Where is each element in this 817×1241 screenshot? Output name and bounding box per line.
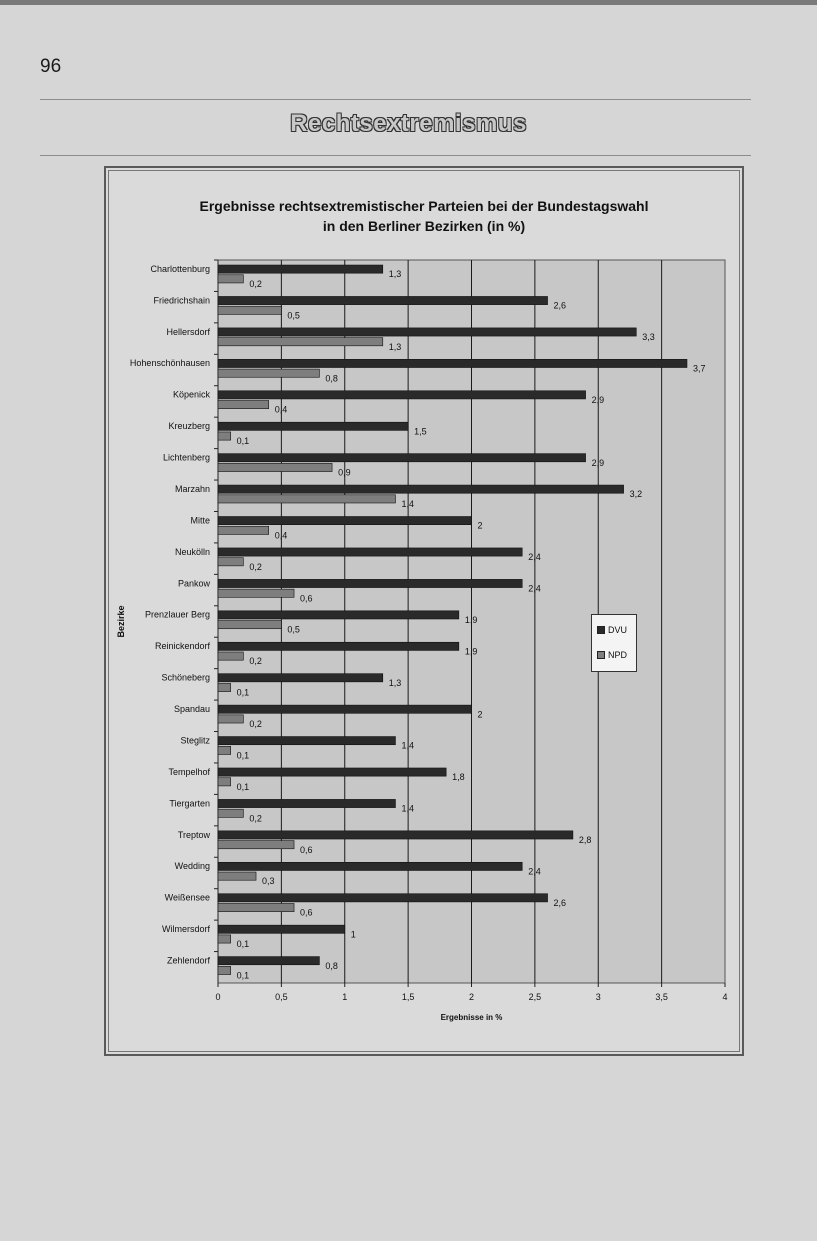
data-label-dvu: 1,9 xyxy=(464,646,478,657)
bar-npd xyxy=(218,558,243,566)
category-label: Spandau xyxy=(173,704,210,715)
data-label-dvu: 2,6 xyxy=(553,300,567,311)
data-label-npd: 1,3 xyxy=(388,341,402,352)
category-label: Tempelhof xyxy=(168,766,210,777)
data-label-npd: 0,1 xyxy=(236,781,250,792)
x-tick-label: 2,5 xyxy=(528,992,542,1002)
category-label: Mitte xyxy=(190,515,210,526)
x-axis-title: Ergebnisse in % xyxy=(440,1013,503,1022)
x-tick-label: 1,5 xyxy=(401,992,415,1002)
bar-npd xyxy=(218,621,281,629)
data-label-npd: 0,2 xyxy=(249,813,262,824)
data-label-npd: 0,8 xyxy=(325,373,338,384)
bar-dvu xyxy=(218,548,522,556)
bar-dvu xyxy=(218,862,522,870)
bar-npd xyxy=(218,401,269,409)
data-label-dvu: 1,4 xyxy=(401,740,414,751)
category-label: Pankow xyxy=(177,578,210,589)
data-label-npd: 0,1 xyxy=(236,750,250,761)
category-label: Tiergarten xyxy=(169,798,210,809)
bar-dvu xyxy=(218,485,624,493)
data-label-dvu: 1,8 xyxy=(452,772,465,783)
bar-dvu xyxy=(218,328,636,336)
category-label: Wilmersdorf xyxy=(161,924,210,935)
page-top-edge xyxy=(0,0,817,5)
data-label-npd: 0,2 xyxy=(249,278,262,289)
data-label-npd: 0,6 xyxy=(300,593,313,604)
bar-npd xyxy=(218,338,383,346)
bar-dvu xyxy=(218,894,548,902)
category-label: Prenzlauer Berg xyxy=(144,609,210,620)
data-label-dvu: 2,8 xyxy=(578,835,592,846)
data-label-npd: 0,1 xyxy=(236,436,250,447)
data-label-dvu: 1,9 xyxy=(464,614,478,625)
category-label: Hellersdorf xyxy=(166,326,210,337)
bar-dvu xyxy=(218,642,459,650)
category-label: Schöneberg xyxy=(161,672,210,683)
bar-dvu xyxy=(218,611,459,619)
header-rule-bottom xyxy=(40,155,751,156)
bar-npd xyxy=(218,903,294,911)
data-label-dvu: 1 xyxy=(350,929,356,940)
bar-dvu xyxy=(218,579,522,587)
category-label: Charlottenburg xyxy=(150,263,210,274)
data-label-dvu: 1,4 xyxy=(401,803,414,814)
bar-dvu xyxy=(218,391,586,399)
legend-swatch-npd xyxy=(597,651,605,659)
category-label: Marzahn xyxy=(174,483,210,494)
data-label-dvu: 2,9 xyxy=(591,457,605,468)
bar-npd xyxy=(218,432,231,440)
bar-dvu xyxy=(218,925,345,933)
bar-npd xyxy=(218,966,231,974)
x-tick-label: 1 xyxy=(342,992,348,1002)
bar-dvu xyxy=(218,705,472,713)
data-label-dvu: 2,6 xyxy=(553,897,567,908)
data-label-npd: 0,5 xyxy=(287,624,300,635)
data-label-dvu: 3,7 xyxy=(692,363,706,374)
bar-npd xyxy=(218,683,231,691)
data-label-npd: 0,2 xyxy=(249,656,262,667)
bar-npd xyxy=(218,526,269,534)
bar-dvu xyxy=(218,265,383,273)
legend-item-dvu xyxy=(597,624,627,636)
bar-npd xyxy=(218,495,395,503)
category-label: Reinickendorf xyxy=(154,641,210,652)
data-label-npd: 0,2 xyxy=(249,719,262,730)
bar-npd xyxy=(218,463,332,471)
bar-npd xyxy=(218,809,243,817)
bar-npd xyxy=(218,715,243,723)
bar-dvu xyxy=(218,517,472,525)
data-label-dvu: 0,8 xyxy=(325,960,338,971)
bar-npd xyxy=(218,935,231,943)
bar-npd xyxy=(218,652,243,660)
category-label: Wedding xyxy=(174,861,210,872)
data-label-npd: 0,3 xyxy=(262,876,275,887)
data-label-dvu: 2 xyxy=(477,520,483,531)
bar-npd xyxy=(218,841,294,849)
category-label: Kreuzberg xyxy=(168,421,210,432)
data-label-dvu: 3,2 xyxy=(629,489,643,500)
chart-frame xyxy=(104,166,744,1056)
data-label-npd: 0,4 xyxy=(274,530,288,541)
category-label: Neukölln xyxy=(174,546,210,557)
bar-dvu xyxy=(218,454,586,462)
data-label-npd: 0,1 xyxy=(236,970,250,981)
category-label: Treptow xyxy=(177,829,210,840)
bar-npd xyxy=(218,275,243,283)
data-label-dvu: 2,9 xyxy=(591,394,605,405)
category-label: Hohenschönhausen xyxy=(129,358,210,369)
data-label-npd: 0,5 xyxy=(287,310,300,321)
category-label: Friedrichshain xyxy=(153,295,210,306)
data-label-npd: 1,4 xyxy=(401,498,414,509)
bar-npd xyxy=(218,872,256,880)
data-label-dvu: 1,3 xyxy=(388,269,402,280)
chart-title-line-2: in den Berliner Bezirken (in %) xyxy=(322,218,526,234)
category-label: Steglitz xyxy=(180,735,210,746)
page-number: 96 xyxy=(40,56,62,77)
legend-swatch-dvu xyxy=(597,626,605,634)
x-tick-label: 2 xyxy=(468,992,475,1002)
bar-dvu xyxy=(218,831,573,839)
data-label-npd: 0,6 xyxy=(300,907,313,918)
bar-npd xyxy=(218,746,231,754)
x-tick-label: 3,5 xyxy=(655,992,668,1002)
data-label-npd: 0,4 xyxy=(274,404,288,415)
data-label-dvu: 2 xyxy=(477,709,483,720)
bar-npd xyxy=(218,306,281,314)
legend-label-npd: NPD xyxy=(608,650,628,660)
data-label-npd: 0,1 xyxy=(236,687,250,698)
bar-npd xyxy=(218,369,319,377)
x-tick-label: 0,5 xyxy=(275,992,288,1002)
data-label-npd: 0,1 xyxy=(236,939,250,950)
bar-dvu xyxy=(218,296,548,304)
bar-dvu xyxy=(218,422,408,430)
x-tick-label: 3 xyxy=(595,992,601,1002)
bar-dvu xyxy=(218,737,395,745)
bar-dvu xyxy=(218,674,383,682)
y-axis-title: Bezirke xyxy=(116,605,126,638)
data-label-dvu: 1,3 xyxy=(388,677,402,688)
data-label-npd: 0,6 xyxy=(300,844,313,855)
x-tick-label: 0 xyxy=(215,992,221,1002)
data-label-dvu: 1,5 xyxy=(414,426,427,437)
category-label: Zehlendorf xyxy=(166,955,210,966)
bar-dvu xyxy=(218,768,446,776)
bar-npd xyxy=(218,778,231,786)
bar-npd xyxy=(218,589,294,597)
legend-label-dvu: DVU xyxy=(608,625,628,635)
data-label-npd: 0,9 xyxy=(338,467,351,478)
data-label-dvu: 2,4 xyxy=(528,866,541,877)
legend-item-npd xyxy=(597,649,627,661)
bar-dvu xyxy=(218,957,319,965)
data-label-dvu: 3,3 xyxy=(642,332,655,343)
data-label-dvu: 2,4 xyxy=(528,583,541,594)
bar-dvu xyxy=(218,359,687,367)
header-rule-top xyxy=(40,99,751,100)
data-label-dvu: 2,4 xyxy=(528,552,541,563)
category-label: Lichtenberg xyxy=(162,452,210,463)
bar-chart xyxy=(106,168,742,1054)
data-label-npd: 0,2 xyxy=(249,561,262,572)
section-title: Rechtsextremismus xyxy=(290,110,527,137)
chart-legend xyxy=(591,614,637,672)
category-label: Weißensee xyxy=(164,892,210,903)
x-tick-label: 4 xyxy=(722,992,728,1002)
chart-title-line-1: Ergebnisse rechtsextremistischer Parteien bei der Bundestagswahl xyxy=(199,198,649,214)
bar-dvu xyxy=(218,799,395,807)
category-label: Köpenick xyxy=(172,389,210,400)
